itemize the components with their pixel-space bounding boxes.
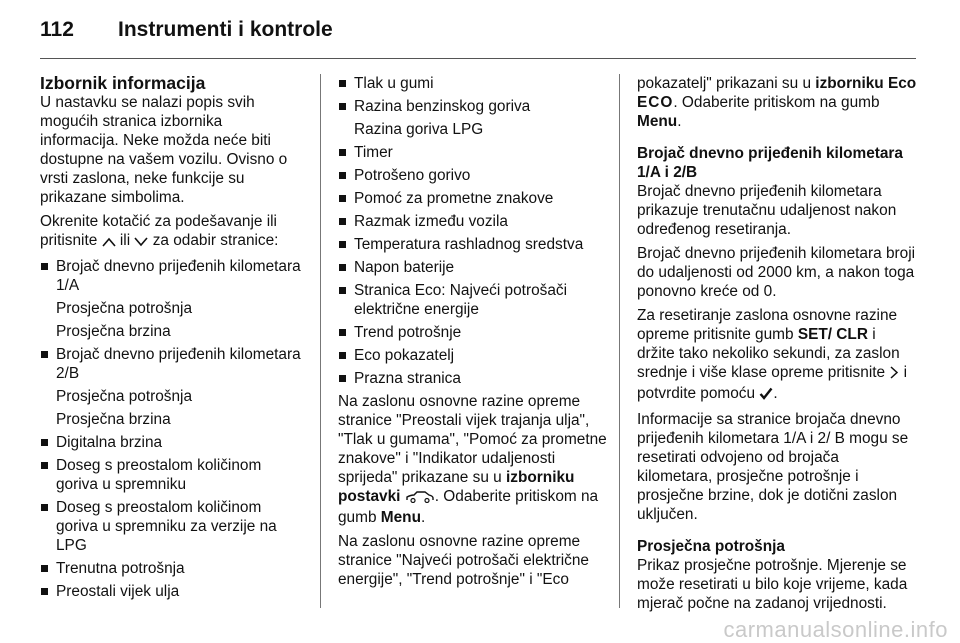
trip-paragraph-1: Brojač dnevno prijeđenih kilometara prikazuje trenutačnu udaljenost nakon određenog resetiranja. [637,183,897,238]
column-1 [40,74,302,605]
list-item: Doseg s preostalom količinom goriva u spremniku [40,456,302,494]
info-paragraph: Informacije sa stranice brojača dnevno prijeđenih kilometara 1/A i 2/ B mogu se resetirati odvojeno od brojača kilometara, prosječne potrošnje i prosječne brzine, dok je dotični zaslon uključen. [637,411,909,523]
list-item: Razmak između vozila [338,212,610,231]
instruction-paragraph [40,212,302,252]
instruction-text-c: za odabir stranice: [152,232,279,249]
settings-menu-term: izborniku postavki [338,469,575,505]
page-title: Instrumenti i kontrole [118,18,333,41]
trip-odometer-heading: Brojač dnevno prijeđenih kilometara 1/A i 2/B [637,145,903,181]
menu-button-term: Menu [380,509,421,526]
list-item: Razina benzinskog goriva [338,97,610,116]
list-item: Razina goriva LPG [354,121,484,138]
column-3 [637,74,917,618]
list-item: Preostali vijek ulja [40,582,302,601]
watermark: carmanualsonline.info [723,617,948,642]
settings-menu-paragraph [338,392,610,527]
eco-paragraph-end [637,74,917,131]
list-item: Eco pokazatelj [338,346,610,365]
reset-text-b: i držite tako nekoliko sekundi, za zaslon srednje i više klase opreme pritisnite [637,326,900,381]
header-divider [40,58,916,59]
car-settings-icon [405,489,435,508]
average-consumption-paragraph: Prikaz prosječne potrošnje. Mjerenje se može resetirati u bilo koje vrijeme, kada mjerač počne na zadanoj vrijednosti. [637,557,908,612]
list-item: Prosječna brzina [56,323,171,340]
chevron-down-icon [134,233,148,252]
settings-text-a: Na zaslonu osnovne razine opreme stranice "Preostali vijek trajanja ulja", "Tlak u gumama", "Pomoć za prometne znakove" i "Indikator udaljenosti sprijeda" prikazane su u [338,393,607,486]
intro-paragraph: U nastavku se nalazi popis svih mogućih stranica izbornika informacija. Neke možda neće biti dostupne na vašem vozilu. Ovisno o vrsti zaslona, neke funkcije su prikazane simbolima. [40,94,288,206]
list-item: Digitalna brzina [40,433,302,452]
list-item: Prazna stranica [338,369,610,388]
trip-paragraph-2: Brojač dnevno prijeđenih kilometara broji do udaljenosti od 2000 km, a nakon toga ponovno kreće od 0. [637,245,916,300]
list-item: Potrošeno gorivo [338,166,610,185]
chevron-right-icon [889,365,899,384]
list-item: Prosječna potrošnja [56,300,193,317]
instruction-text-a: Okrenite kotačić za podešavanje ili pritisnite [40,213,277,249]
reset-text-c: i potvrdite pomoću [637,364,908,402]
page-list-2 [338,74,610,388]
checkmark-icon [759,386,773,405]
list-item: Temperatura rashladnog sredstva [338,235,610,254]
eco-text-a: pokazatelj" prikazani su u [637,75,812,92]
reset-text-end: . [773,385,778,402]
reset-paragraph [637,306,917,405]
list-item: Brojač dnevno prijeđenih kilometara 1/A [40,257,302,295]
list-item: Prosječna brzina [56,411,171,428]
list-item: Tlak u gumi [338,74,610,93]
list-item: Trenutna potrošnja [40,559,302,578]
instruction-text-b: ili [119,232,131,249]
list-item: Napon baterije [338,258,610,277]
page-list-1 [40,257,302,601]
eco-menu-term: izborniku Eco [815,75,917,92]
section-heading-info-menu: Izbornik informacija [40,73,206,93]
page-header [40,18,333,48]
list-item: Timer [338,143,610,162]
eco-text-b: . Odaberite pritiskom na gumb [673,94,880,111]
settings-text-end: . [420,509,426,526]
list-item: Stranica Eco: Najveći potrošači električne energije [338,281,610,319]
eco-paragraph-start: Na zaslonu osnovne razine opreme stranice "Najveći potrošači električne energije", "Trend potrošnje" i "Eco [338,533,589,588]
list-item: Pomoć za prometne znakove [338,189,610,208]
page-number: 112 [40,18,74,41]
set-clr-button-term: SET/ CLR [797,326,868,343]
column-2 [338,74,610,594]
list-item: Brojač dnevno prijeđenih kilometara 2/B [40,345,302,383]
menu-button-term-2: Menu [637,113,678,130]
column-divider-2 [619,74,620,608]
list-item: Prosječna potrošnja [56,388,193,405]
reset-text-a: Za resetiranje zaslona osnovne razine opreme pritisnite gumb [637,307,898,343]
average-consumption-heading: Prosječna potrošnja [637,538,785,555]
list-item: Trend potrošnje [338,323,610,342]
settings-text-b: . Odaberite pritiskom na gumb [338,488,599,526]
eco-icon: ECO [637,94,674,111]
eco-text-end: . [677,113,682,130]
column-divider-1 [320,74,321,608]
chevron-up-icon [102,233,116,252]
list-item: Doseg s preostalom količinom goriva u spremniku za verzije na LPG [40,498,302,555]
